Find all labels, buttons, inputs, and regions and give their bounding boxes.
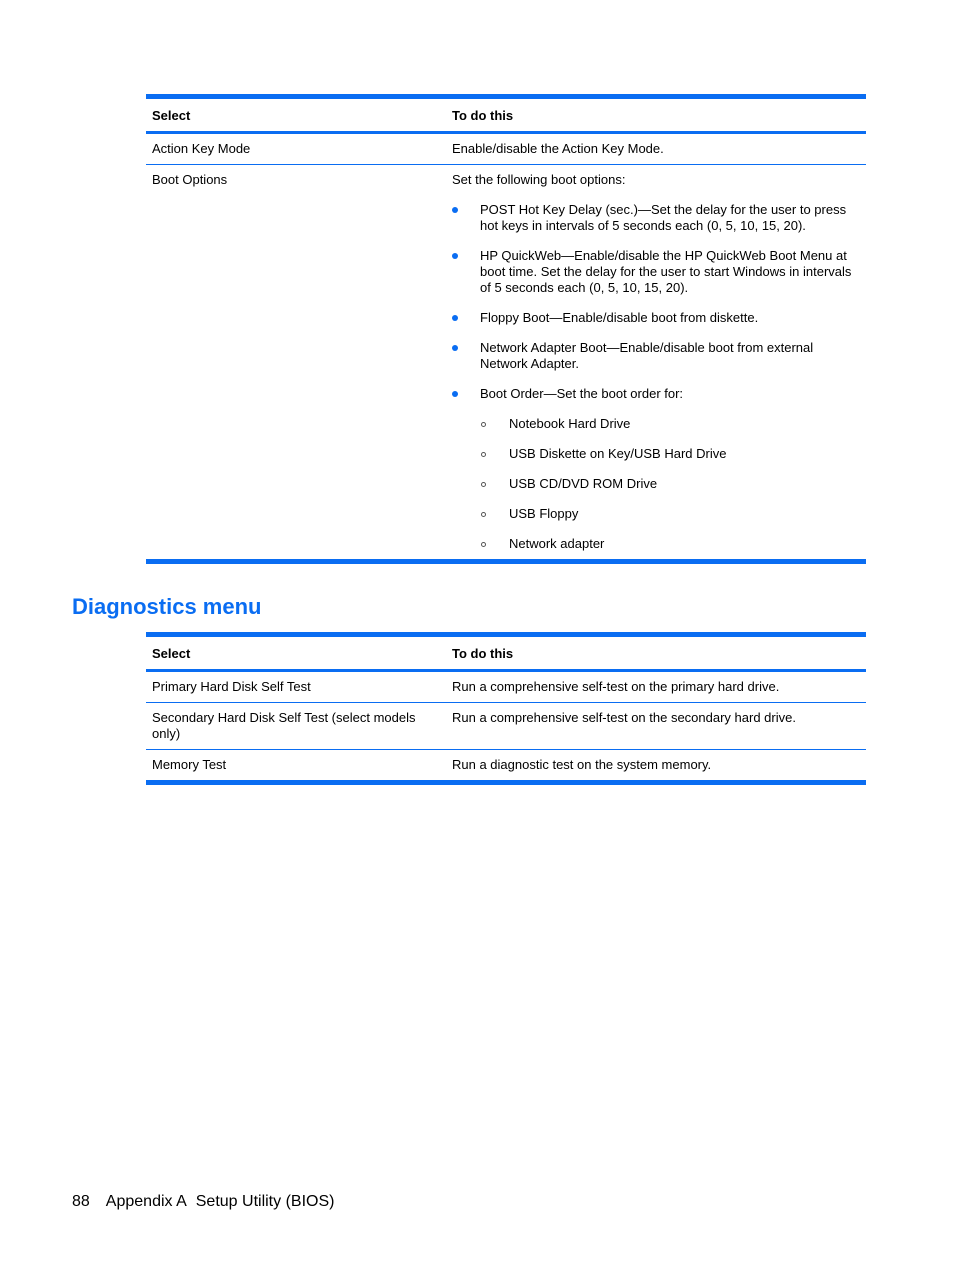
list-item bbox=[452, 310, 860, 326]
circle-bullet-icon bbox=[481, 542, 486, 547]
list-item-text: HP QuickWeb—Enable/disable the HP QuickWeb Boot Menu at boot time. Set the delay for the user to start Windows in intervals of 5 seconds each (0, 5, 10, 15, 20). bbox=[480, 248, 852, 295]
column-header-select: Select bbox=[152, 108, 191, 123]
table-row bbox=[146, 750, 866, 783]
boot-options-table bbox=[146, 94, 866, 564]
table-header-row bbox=[146, 635, 866, 671]
sub-list-item bbox=[480, 476, 860, 492]
circle-bullet-icon bbox=[481, 422, 486, 427]
bullet-icon bbox=[452, 253, 458, 259]
table-row bbox=[146, 133, 866, 165]
row-action-cell bbox=[446, 165, 866, 562]
row-select-cell: Action Key Mode bbox=[152, 141, 251, 156]
sub-list-item bbox=[480, 446, 860, 462]
footer-appendix: Appendix A bbox=[105, 1193, 187, 1210]
boot-options-list bbox=[452, 202, 860, 552]
column-header-select: Select bbox=[152, 646, 191, 661]
sub-list-item bbox=[480, 506, 860, 522]
circle-bullet-icon bbox=[481, 452, 486, 457]
page-footer bbox=[72, 1192, 334, 1212]
list-item bbox=[452, 248, 860, 296]
list-item-text: Floppy Boot—Enable/disable boot from diskette. bbox=[480, 310, 759, 325]
row-select-cell: Memory Test bbox=[152, 757, 227, 772]
list-item-text: POST Hot Key Delay (sec.)—Set the delay for the user to press hot keys in intervals of 5 seconds each (0, 5, 10, 15, 20). bbox=[480, 202, 847, 233]
table-row bbox=[146, 703, 866, 750]
page-number: 88 bbox=[72, 1193, 90, 1210]
table-row bbox=[146, 165, 866, 562]
column-header-to-do-this: To do this bbox=[452, 108, 514, 123]
row-action-cell: Enable/disable the Action Key Mode. bbox=[452, 141, 664, 156]
section-heading: Diagnostics menu bbox=[72, 594, 262, 619]
sub-list-item bbox=[480, 536, 860, 552]
list-item-text: Boot Order—Set the boot order for: bbox=[480, 386, 684, 401]
table-header-row bbox=[146, 97, 866, 133]
circle-bullet-icon bbox=[481, 482, 486, 487]
list-item bbox=[452, 340, 860, 372]
column-header-to-do-this: To do this bbox=[452, 646, 514, 661]
sub-list-item-text: USB Diskette on Key/USB Hard Drive bbox=[509, 446, 727, 461]
list-item bbox=[452, 386, 860, 552]
bullet-icon bbox=[452, 391, 458, 397]
row-select-cell: Primary Hard Disk Self Test bbox=[152, 679, 311, 694]
footer-title: Setup Utility (BIOS) bbox=[195, 1193, 335, 1210]
list-item bbox=[452, 202, 860, 234]
sub-list-item-text: USB Floppy bbox=[509, 506, 579, 521]
table-row bbox=[146, 671, 866, 703]
bullet-icon bbox=[452, 345, 458, 351]
sub-list-item-text: USB CD/DVD ROM Drive bbox=[509, 476, 658, 491]
row-action-cell: Run a diagnostic test on the system memory. bbox=[452, 757, 712, 772]
row-select-cell: Secondary Hard Disk Self Test (select models only) bbox=[152, 710, 416, 741]
sub-list-item-text: Network adapter bbox=[509, 536, 605, 551]
boot-options-intro: Set the following boot options: bbox=[452, 172, 626, 187]
row-select-cell: Boot Options bbox=[152, 172, 228, 187]
sub-list-item bbox=[480, 416, 860, 432]
bullet-icon bbox=[452, 315, 458, 321]
boot-order-list bbox=[480, 416, 860, 552]
diagnostics-table bbox=[146, 632, 866, 785]
list-item-text: Network Adapter Boot—Enable/disable boot from external Network Adapter. bbox=[480, 340, 814, 371]
circle-bullet-icon bbox=[481, 512, 486, 517]
sub-list-item-text: Notebook Hard Drive bbox=[509, 416, 631, 431]
row-action-cell: Run a comprehensive self-test on the primary hard drive. bbox=[452, 679, 780, 694]
row-action-cell: Run a comprehensive self-test on the secondary hard drive. bbox=[452, 710, 796, 725]
bullet-icon bbox=[452, 207, 458, 213]
